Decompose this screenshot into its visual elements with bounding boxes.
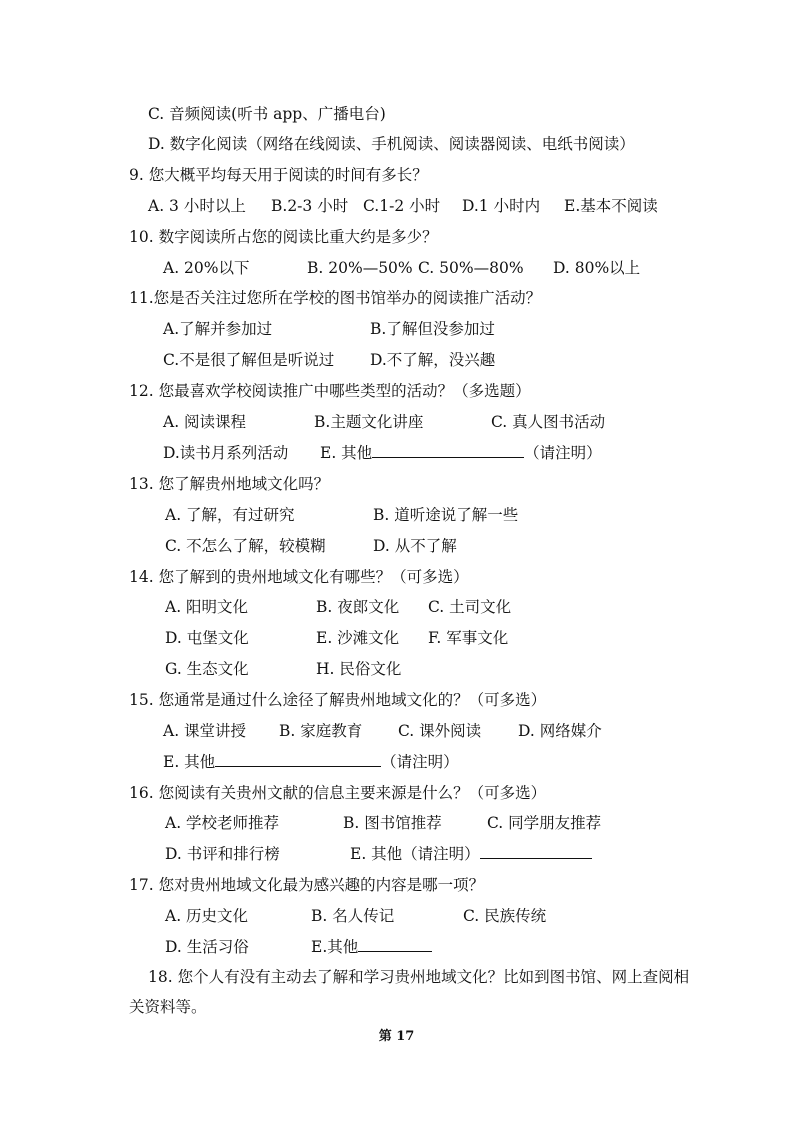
q14-option-f: F. 军事文化 (428, 629, 509, 647)
q16-question: 16. 您阅读有关贵州文献的信息主要来源是什么？（可多选） (129, 784, 547, 802)
q10-option-d: D. 80%以上 (553, 259, 641, 277)
q13-option-d: D. 从不了解 (373, 537, 457, 555)
q14-option-e: E. 沙滩文化 (316, 629, 400, 647)
q11-option-b: B.了解但没参加过 (370, 320, 495, 338)
q13-question: 13. 您了解贵州地域文化吗？ (129, 475, 330, 493)
q16-option-b: B. 图书馆推荐 (343, 814, 442, 832)
q9-question: 9. 您大概平均每天用于阅读的时间有多长？ (129, 166, 428, 184)
q13-option-b: B. 道听途说了解一些 (373, 506, 519, 524)
q15-option-a: A. 课堂讲授 (163, 722, 247, 740)
q18-question-line2: 关资料等。 (129, 998, 207, 1016)
q15-note: （请注明） (381, 753, 459, 771)
q14-question: 14. 您了解到的贵州地域文化有哪些？（可多选） (129, 568, 469, 586)
q12-option-d: D.读书月系列活动 (163, 444, 289, 462)
q17-question: 17. 您对贵州地域文化最为感兴趣的内容是哪一项？ (129, 876, 485, 894)
q15-other-blank[interactable] (215, 752, 381, 767)
page-number: 第 17 (378, 1029, 415, 1044)
q8-option-d: D. 数字化阅读（网络在线阅读、手机阅读、阅读器阅读、电纸书阅读） (148, 135, 635, 153)
q14-option-b: B. 夜郎文化 (316, 598, 400, 616)
q11-question: 11.您是否关注过您所在学校的图书馆举办的阅读推广活动？ (129, 289, 542, 307)
q9-option-e: E.基本不阅读 (564, 197, 658, 215)
q11-option-d: D.不了解，没兴趣 (370, 351, 496, 369)
q12-option-c: C. 真人图书活动 (491, 413, 606, 431)
q14-option-c: C. 土司文化 (428, 598, 512, 616)
q14-option-a: A. 阳明文化 (165, 598, 249, 616)
q12-question: 12. 您最喜欢学校阅读推广中哪些类型的活动？（多选题） (129, 382, 531, 400)
q16-option-c: C. 同学朋友推荐 (487, 814, 602, 832)
q16-other-blank[interactable] (480, 844, 592, 859)
q10-option-a: A. 20%以下 (163, 259, 250, 277)
q12-option-e-label: E. 其他 (320, 444, 373, 462)
q17-option-a: A. 历史文化 (165, 907, 249, 925)
q12-option-e (320, 442, 602, 464)
q16-option-e (350, 843, 592, 865)
q9-option-b: B.2-3 小时 (271, 197, 349, 215)
q10-option-b: B. 20%—50% (307, 259, 413, 277)
q16-option-a: A. 学校老师推荐 (165, 814, 280, 832)
q15-option-c: C. 课外阅读 (398, 722, 482, 740)
q17-option-b: B. 名人传记 (311, 907, 395, 925)
q9-option-d: D.1 小时内 (462, 197, 541, 215)
q15-option-e-label: E. 其他 (163, 753, 216, 771)
q14-option-h: H. 民俗文化 (316, 660, 402, 678)
q11-option-a: A.了解并参加过 (163, 320, 273, 338)
q15-option-d: D. 网络媒介 (518, 722, 602, 740)
q8-option-c: C. 音频阅读(听书 app、广播电台) (148, 105, 386, 123)
q16-option-d: D. 书评和排行榜 (165, 845, 280, 863)
q15-option-b: B. 家庭教育 (279, 722, 363, 740)
q11-option-c: C.不是很了解但是听说过 (163, 351, 335, 369)
q9-option-a: A. 3 小时以上 (148, 197, 246, 215)
q17-option-d: D. 生活习俗 (165, 938, 249, 956)
q12-option-b: B.主题文化讲座 (314, 413, 424, 431)
q15-question: 15. 您通常是通过什么途径了解贵州地域文化的？（可多选） (129, 691, 547, 709)
q9-option-c: C.1-2 小时 (363, 197, 441, 215)
q12-note: （请注明） (524, 444, 602, 462)
q12-other-blank[interactable] (372, 443, 524, 458)
q17-option-c: C. 民族传统 (463, 907, 547, 925)
q10-question: 10. 数字阅读所占您的阅读比重大约是多少？ (129, 228, 438, 246)
q10-option-c: C. 50%—80% (418, 259, 524, 277)
q17-option-e-label: E.其他 (311, 938, 359, 956)
q14-option-g: G. 生态文化 (165, 660, 249, 678)
q14-option-d: D. 屯堡文化 (165, 629, 249, 647)
q15-option-e (163, 751, 459, 773)
q18-question-line1: 18. 您个人有没有主动去了解和学习贵州地域文化？比如到图书馆、网上查阅相 (148, 968, 690, 986)
q12-option-a: A. 阅读课程 (163, 413, 247, 431)
q16-option-e-label: E. 其他（请注明） (350, 845, 480, 863)
q17-option-e (311, 936, 432, 958)
q13-option-c: C. 不怎么了解，较模糊 (165, 537, 326, 555)
q17-other-blank[interactable] (358, 937, 432, 952)
q13-option-a: A. 了解，有过研究 (165, 506, 295, 524)
